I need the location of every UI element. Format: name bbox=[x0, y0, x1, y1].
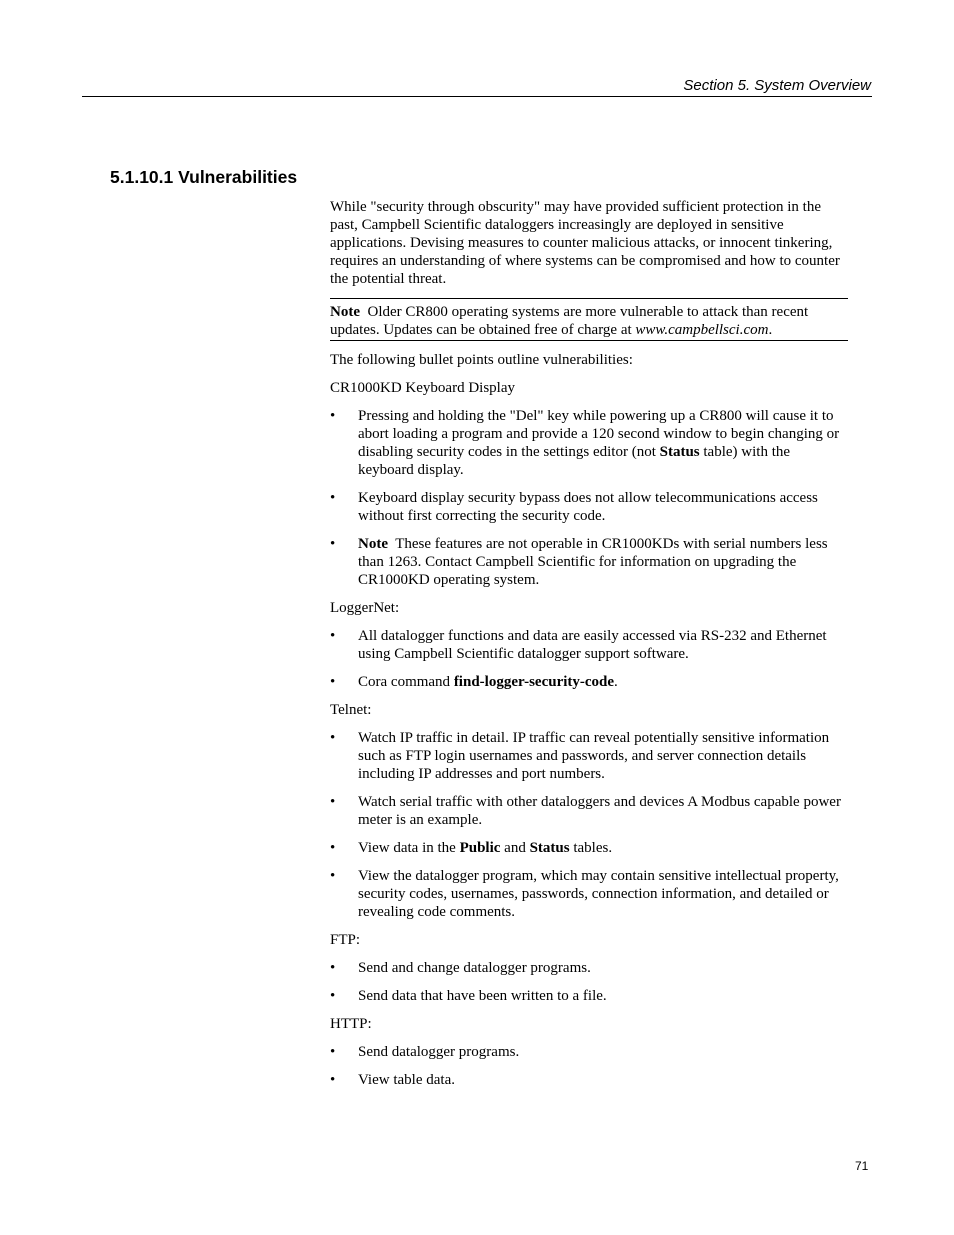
list-item: • Pressing and holding the "Del" key while powering up a CR800 will cause it to abort loading a program and provide a 120 second window to begin changing or disabling security codes in the settings editor (not Status table) with the keyboard display. bbox=[330, 408, 840, 478]
running-title: Section 5. System Overview bbox=[683, 77, 871, 94]
keyboard-heading: CR1000KD Keyboard Display bbox=[330, 380, 515, 396]
running-header bbox=[82, 76, 872, 97]
page-number: 71 bbox=[855, 1159, 869, 1173]
ftp-list bbox=[330, 959, 848, 1005]
list-item: • Note These features are not operable in CR1000KDs with serial numbers less than 1263. Contact Campbell Scientific for information on upgrading the CR1000KD operating system. bbox=[330, 536, 828, 588]
list-item: • Cora command find-logger-security-code. bbox=[330, 674, 618, 690]
list-item: • Send data that have been written to a file. bbox=[330, 988, 607, 1004]
loggernet-list bbox=[330, 627, 848, 691]
bullet-icon: • bbox=[330, 628, 336, 644]
bullet-icon: • bbox=[330, 794, 336, 810]
list-item: • All datalogger functions and data are easily accessed via RS-232 and Ethernet using Campbell Scientific datalogger support software. bbox=[330, 628, 827, 662]
telnet-list bbox=[330, 729, 848, 921]
keyboard-list bbox=[330, 407, 848, 589]
list-item: • View table data. bbox=[330, 1072, 455, 1088]
outline-intro: The following bullet points outline vulnerabilities: bbox=[330, 352, 633, 368]
bullet-icon: • bbox=[330, 408, 336, 424]
list-item: • Watch IP traffic in detail. IP traffic can reveal potentially sensitive information such as FTP login usernames and passwords, and server connection details including IP addresses and port numbers. bbox=[330, 730, 830, 782]
section-heading: 5.1.10.1 Vulnerabilities bbox=[110, 167, 298, 187]
body-column bbox=[330, 198, 848, 1099]
bullet-icon: • bbox=[330, 674, 336, 690]
note-text: Note Older CR800 operating systems are more vulnerable to attack than recent updates. Updates can be obtained free of charge at www.campbellsci.com. bbox=[330, 304, 809, 338]
http-heading: HTTP: bbox=[330, 1016, 372, 1032]
campbellsci-link[interactable]: www.campbellsci.com bbox=[635, 322, 769, 338]
list-item: • Watch serial traffic with other dataloggers and devices A Modbus capable power meter is an example. bbox=[330, 794, 841, 828]
telnet-heading: Telnet: bbox=[330, 702, 372, 718]
note-box bbox=[330, 298, 848, 341]
ftp-heading: FTP: bbox=[330, 932, 361, 948]
list-item: • View the datalogger program, which may contain sensitive intellectual property, security codes, usernames, passwords, connection information, and detailed or revealing code comments. bbox=[330, 868, 839, 920]
bullet-icon: • bbox=[330, 1044, 336, 1060]
loggernet-heading: LoggerNet: bbox=[330, 600, 400, 616]
bullet-icon: • bbox=[330, 960, 336, 976]
bullet-icon: • bbox=[330, 1072, 336, 1088]
list-item: • Send and change datalogger programs. bbox=[330, 960, 591, 976]
bullet-icon: • bbox=[330, 840, 336, 856]
bullet-icon: • bbox=[330, 868, 336, 884]
bullet-icon: • bbox=[330, 988, 336, 1004]
list-item: • View data in the Public and Status tables. bbox=[330, 840, 613, 856]
intro-paragraph: While "security through obscurity" may have provided sufficient protection in the past, Campbell Scientific dataloggers increasingly are deployed in sensitive applications. Devising measures to counter malicious attacks, or innocent tinkering, requires an understanding of where systems can be compromised and how to counter the potential threat. bbox=[330, 199, 840, 287]
bullet-icon: • bbox=[330, 536, 336, 552]
note-label: Note bbox=[330, 304, 360, 320]
list-item: • Keyboard display security bypass does not allow telecommunications access without first correcting the security code. bbox=[330, 490, 818, 524]
bullet-icon: • bbox=[330, 730, 336, 746]
list-item: • Send datalogger programs. bbox=[330, 1044, 520, 1060]
http-list bbox=[330, 1043, 848, 1089]
bullet-icon: • bbox=[330, 490, 336, 506]
